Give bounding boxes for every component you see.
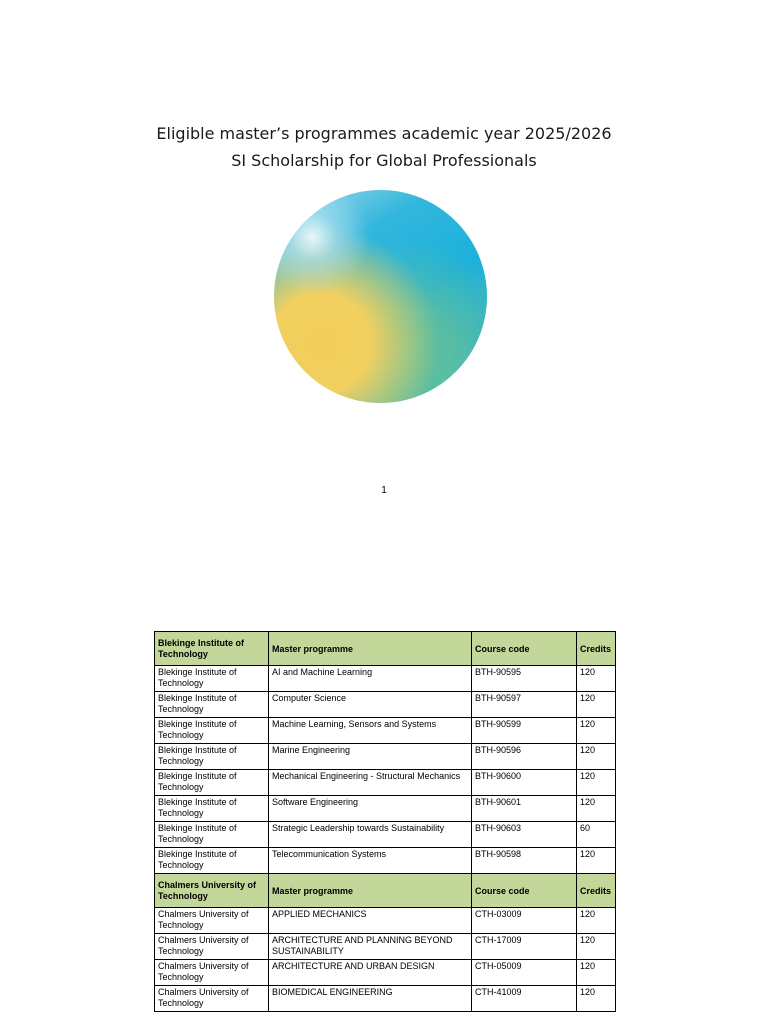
university-cell: Blekinge Institute of Technology: [155, 796, 269, 822]
programme-cell: ARCHITECTURE AND PLANNING BEYOND SUSTAINABILITY: [269, 934, 472, 960]
university-cell: Blekinge Institute of Technology: [155, 744, 269, 770]
table-row: [155, 666, 616, 692]
university-cell: Chalmers University of Technology: [155, 986, 269, 1012]
credits-cell: 60: [577, 822, 616, 848]
university-cell: Blekinge Institute of Technology: [155, 848, 269, 874]
programme-cell: Telecommunication Systems: [269, 848, 472, 874]
table-row: [155, 718, 616, 744]
programme-cell: APPLIED MECHANICS: [269, 908, 472, 934]
table-row: [155, 744, 616, 770]
programme-cell: BIOMEDICAL ENGINEERING: [269, 986, 472, 1012]
programme-cell: Computer Science: [269, 692, 472, 718]
programme-cell: Software Engineering: [269, 796, 472, 822]
table-row: [155, 908, 616, 934]
table-row: [155, 934, 616, 960]
table-header-row: [155, 874, 616, 908]
programmes-table-body: [155, 632, 616, 1012]
document-title: [0, 120, 768, 174]
credits-cell: 120: [577, 908, 616, 934]
credits-cell: 120: [577, 934, 616, 960]
header-credits-cell: Credits: [577, 632, 616, 666]
university-cell: Blekinge Institute of Technology: [155, 770, 269, 796]
university-cell: Chalmers University of Technology: [155, 934, 269, 960]
course-code-cell: BTH-90597: [472, 692, 577, 718]
programme-cell: Marine Engineering: [269, 744, 472, 770]
gradient-circle-graphic: [274, 190, 487, 403]
table-row: [155, 770, 616, 796]
programmes-table: [154, 631, 616, 1012]
header-course-code-cell: Course code: [472, 874, 577, 908]
programme-cell: Strategic Leadership towards Sustainability: [269, 822, 472, 848]
university-cell: Chalmers University of Technology: [155, 960, 269, 986]
table-row: [155, 986, 616, 1012]
course-code-cell: BTH-90598: [472, 848, 577, 874]
course-code-cell: BTH-90596: [472, 744, 577, 770]
header-course-code-cell: Course code: [472, 632, 577, 666]
course-code-cell: BTH-90603: [472, 822, 577, 848]
credits-cell: 120: [577, 796, 616, 822]
credits-cell: 120: [577, 986, 616, 1012]
table-row: [155, 796, 616, 822]
header-university-cell: Blekinge Institute of Technology: [155, 632, 269, 666]
course-code-cell: CTH-03009: [472, 908, 577, 934]
programme-cell: Machine Learning, Sensors and Systems: [269, 718, 472, 744]
title-line-academic-year: Eligible master’s programmes academic year 2025/2026: [156, 124, 612, 143]
course-code-cell: BTH-90600: [472, 770, 577, 796]
course-code-cell: BTH-90601: [472, 796, 577, 822]
credits-cell: 120: [577, 666, 616, 692]
table-row: [155, 960, 616, 986]
header-university-cell: Chalmers University of Technology: [155, 874, 269, 908]
table-row: [155, 848, 616, 874]
course-code-cell: BTH-90595: [472, 666, 577, 692]
credits-cell: 120: [577, 692, 616, 718]
credits-cell: 120: [577, 770, 616, 796]
table-row: [155, 822, 616, 848]
programme-cell: AI and Machine Learning: [269, 666, 472, 692]
university-cell: Blekinge Institute of Technology: [155, 666, 269, 692]
title-line-scholarship: SI Scholarship for Global Professionals: [231, 151, 537, 170]
university-cell: Blekinge Institute of Technology: [155, 718, 269, 744]
header-credits-cell: Credits: [577, 874, 616, 908]
page-number: 1: [381, 485, 387, 496]
university-cell: Blekinge Institute of Technology: [155, 822, 269, 848]
programme-cell: Mechanical Engineering - Structural Mechanics: [269, 770, 472, 796]
university-cell: Blekinge Institute of Technology: [155, 692, 269, 718]
course-code-cell: BTH-90599: [472, 718, 577, 744]
course-code-cell: CTH-05009: [472, 960, 577, 986]
credits-cell: 120: [577, 744, 616, 770]
credits-cell: 120: [577, 960, 616, 986]
header-programme-cell: Master programme: [269, 874, 472, 908]
course-code-cell: CTH-17009: [472, 934, 577, 960]
table-row: [155, 692, 616, 718]
course-code-cell: CTH-41009: [472, 986, 577, 1012]
credits-cell: 120: [577, 848, 616, 874]
university-cell: Chalmers University of Technology: [155, 908, 269, 934]
programme-cell: ARCHITECTURE AND URBAN DESIGN: [269, 960, 472, 986]
credits-cell: 120: [577, 718, 616, 744]
header-programme-cell: Master programme: [269, 632, 472, 666]
table-header-row: [155, 632, 616, 666]
